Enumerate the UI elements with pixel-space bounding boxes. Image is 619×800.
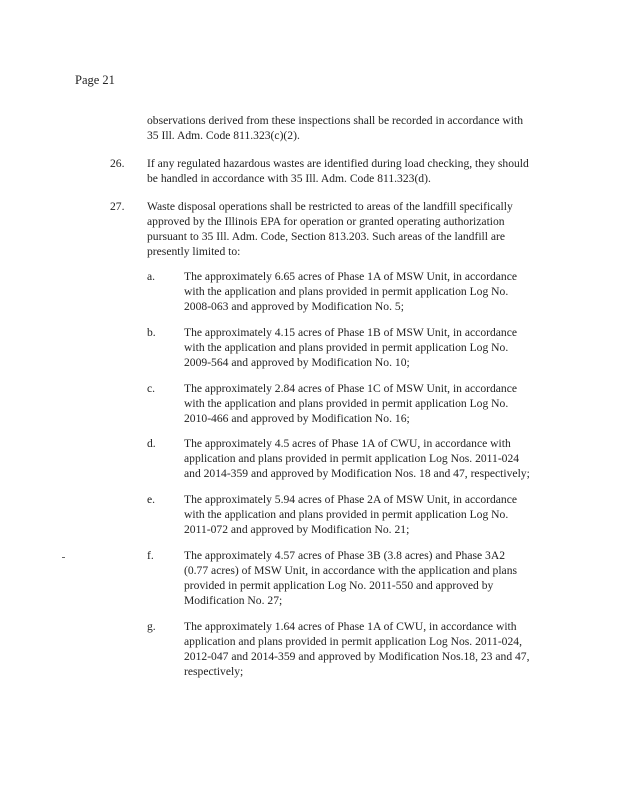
subitem-line: The approximately 4.15 acres of Phase 1B of MSW Unit, in accordance [184, 326, 518, 339]
subitem-line: 2010-466 and approved by Modification No. 16; [184, 412, 410, 425]
item-number: 26. [110, 157, 125, 170]
subitem-line: application and plans provided in permit application Log Nos. 2011-024 [184, 452, 520, 465]
subitem-letter: a. [147, 270, 156, 283]
subitem-letter: f. [147, 549, 154, 562]
subitem-line: with the application and plans provided in permit application Log No. [184, 341, 509, 354]
subitem-letter: g. [147, 620, 156, 633]
subitem-line: (0.77 acres) of MSW Unit, in accordance with the application and plans [184, 564, 518, 577]
item-line: pursuant to 35 Ill. Adm. Code, Section 813.203. Such areas of the landfill are [147, 230, 506, 243]
item-number: 27. [110, 200, 125, 213]
margin-mark [62, 557, 65, 558]
subitem-line: 2012-047 and 2014-359 and approved by Modification Nos.18, 23 and 47, [184, 650, 530, 663]
subitem-line: with the application and plans provided in permit application Log No. [184, 285, 509, 298]
subitem-letter: b. [147, 326, 156, 339]
item-line: If any regulated hazardous wastes are identified during load checking, they should [147, 157, 529, 170]
subitem-line: The approximately 5.94 acres of Phase 2A of MSW Unit, in accordance [184, 493, 518, 506]
item-line: be handled in accordance with 35 Ill. Adm. Code 811.323(d). [147, 172, 431, 185]
page-header: Page 21 [75, 73, 115, 87]
item-line: presently limited to: [147, 245, 241, 258]
subitem-line: The approximately 6.65 acres of Phase 1A of MSW Unit, in accordance [184, 270, 518, 283]
subitem-line: The approximately 4.5 acres of Phase 1A of CWU, in accordance with [184, 437, 511, 450]
subitem-line: provided in permit application Log No. 2011-550 and approved by [184, 579, 494, 592]
subitem-line: with the application and plans provided in permit application Log No. [184, 397, 509, 410]
subitem-line: 2009-564 and approved by Modification No. 10; [184, 356, 410, 369]
subitem-letter: c. [147, 382, 156, 395]
intro-line: 35 Ill. Adm. Code 811.323(c)(2). [147, 129, 300, 142]
subitem-line: Modification No. 27; [184, 594, 283, 607]
subitem-line: and 2014-359 and approved by Modification Nos. 18 and 47, respectively; [184, 467, 530, 480]
subitem-line: 2008-063 and approved by Modification No. 5; [184, 300, 404, 313]
item-line: Waste disposal operations shall be restricted to areas of the landfill specifically [147, 200, 513, 213]
subitem-line: application and plans provided in permit application Log Nos. 2011-024, [184, 635, 522, 648]
subitem-line: The approximately 1.64 acres of Phase 1A of CWU, in accordance with [184, 620, 517, 633]
subitem-line: respectively; [184, 665, 244, 678]
item-line: approved by the Illinois EPA for operation or granted operating authorization [147, 215, 505, 228]
subitem-line: 2011-072 and approved by Modification No. 21; [184, 523, 410, 536]
subitem-letter: e. [147, 493, 156, 506]
subitem-line: The approximately 4.57 acres of Phase 3B (3.8 acres) and Phase 3A2 [184, 549, 505, 562]
intro-line: observations derived from these inspections shall be recorded in accordance with [147, 114, 524, 127]
subitem-line: with the application and plans provided in permit application Log No. [184, 508, 509, 521]
subitem-letter: d. [147, 437, 156, 450]
subitem-line: The approximately 2.84 acres of Phase 1C of MSW Unit, in accordance [184, 382, 518, 395]
